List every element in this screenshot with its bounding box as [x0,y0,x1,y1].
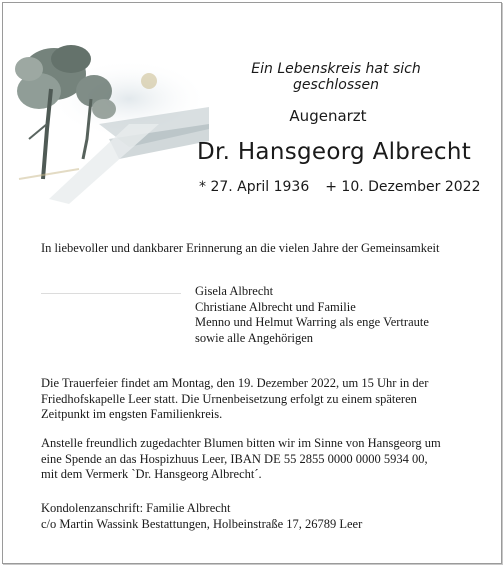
mourner-entry: sowie alle Angehörigen [195,330,314,345]
condolence-address [41,501,471,532]
text-line: Zeitpunkt im engsten Familienkreis. [41,407,223,421]
text-line: Die Trauerfeier findet am Montag, den 19. Dezember 2022, um 15 Uhr in der [41,376,429,390]
funeral-paragraph [41,376,471,423]
text-line: Kondolenzanschrift: Familie Albrecht [41,501,231,515]
mourner-entry: Christiane Albrecht und Familie [195,299,356,314]
text-line: c/o Martin Wassink Bestattungen, Holbeinstraße 17, 26789 Leer [41,516,363,531]
life-dates [191,179,479,195]
text-line: eine Spende an das Hospizhuus Leer, IBAN DE 55 2855 0000 0000 5934 00, [41,451,428,466]
text-line: Friedhofskapelle Leer statt. Die Urnenbeisetzung erfolgt zu einem späteren [41,391,417,406]
birth-date: * 27. April 1936 [199,179,310,195]
intro-phrase: Ein Lebenskreis hat sich geschlossen [251,61,421,93]
profession-label: Augenarzt [289,107,367,125]
mourner-entry: Gisela Albrecht [195,284,274,298]
text-line: Anstelle freundlich zugedachter Blumen bitten wir im Sinne von Hansgeorg um [41,436,441,450]
mourners-list [195,284,429,346]
text-line: mit dem Vermerk `Dr. Hansgeorg Albrecht´. [41,467,262,481]
divider [41,293,181,294]
donation-paragraph [41,436,471,483]
mourner-entry: Menno und Helmut Warring als enge Vertraute [195,315,429,329]
memory-line: In liebevoller und dankbarer Erinnerung an die vielen Jahre der Gemeinsamkeit [41,241,440,255]
watercolor-trees-landscape-icon [9,29,209,209]
death-date: + 10. Dezember 2022 [325,179,481,195]
obituary-notice [2,2,502,564]
deceased-name: Dr. Hansgeorg Albrecht [196,139,472,165]
